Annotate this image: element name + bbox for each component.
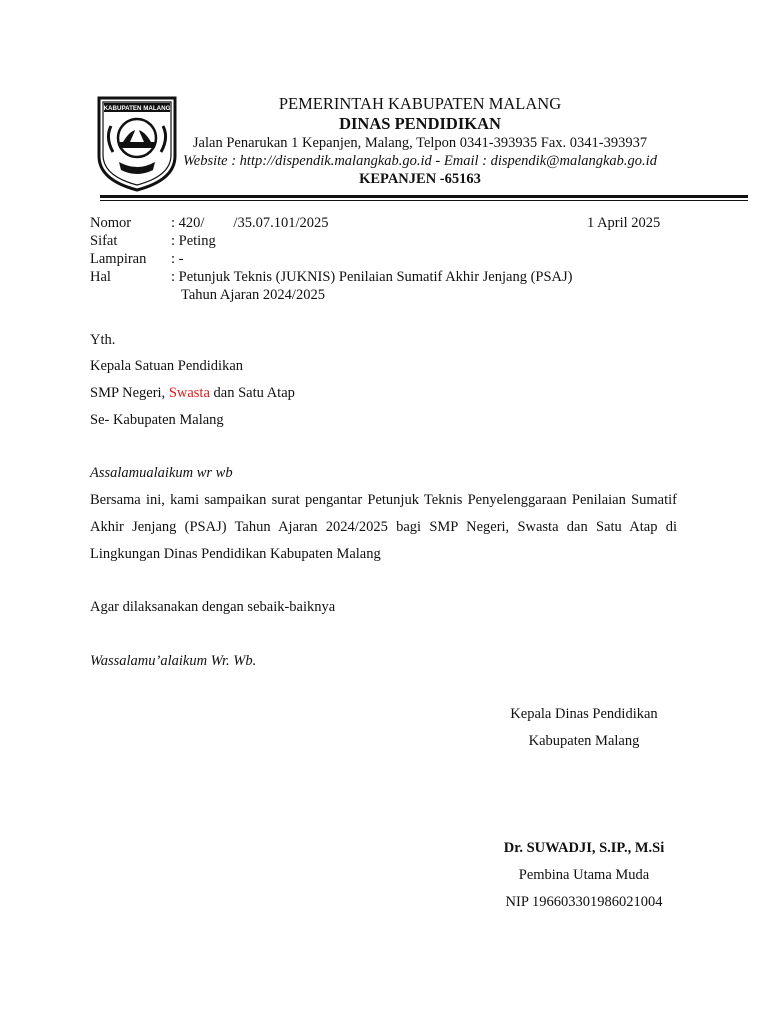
letter-date: 1 April 2025 bbox=[587, 215, 661, 231]
recipient-yth: Yth. bbox=[90, 332, 116, 348]
signature-title1: Kepala Dinas Pendidikan bbox=[510, 706, 658, 722]
sifat-value: : Peting bbox=[171, 233, 216, 249]
hal-value-line2: Tahun Ajaran 2024/2025 bbox=[181, 287, 325, 303]
header-divider-thin bbox=[100, 200, 748, 201]
lampiran-value: : - bbox=[171, 251, 184, 267]
header-divider-thick bbox=[100, 195, 748, 198]
nomor-value: : 420/ /35.07.101/2025 bbox=[171, 215, 329, 231]
header-government: PEMERINTAH KABUPATEN MALANG bbox=[278, 94, 562, 113]
closing: Wassalamu’alaikum Wr. Wb. bbox=[90, 653, 257, 669]
recipient-line2 bbox=[90, 385, 295, 402]
svg-text:KABUPATEN MALANG: KABUPATEN MALANG bbox=[103, 105, 171, 112]
recipient-line2-swasta: Swasta bbox=[168, 385, 210, 401]
signature-rank: Pembina Utama Muda bbox=[518, 867, 650, 883]
header-agency: DINAS PENDIDIKAN bbox=[339, 114, 501, 133]
signature-nip: NIP 196603301986021004 bbox=[505, 894, 663, 910]
nomor-label: Nomor bbox=[90, 215, 132, 231]
body-paragraph: Bersama ini, kami sampaikan surat pengantar Petunjuk Teknis Penyelenggaraan Penilaian Sumatif Akhir Jenjang (PSAJ) Tahun Ajaran 2024/2025 bagi SMP Negeri, Swasta dan Satu Atap di Lingkungan Dinas Pendidikan Kabupaten Malang bbox=[90, 492, 677, 562]
header-city: KEPANJEN -65163 bbox=[359, 171, 481, 187]
signature-name: Dr. SUWADJI, S.IP., M.Si bbox=[503, 840, 665, 856]
greeting: Assalamualaikum wr wb bbox=[90, 465, 233, 481]
hal-value: : Petunjuk Teknis (JUKNIS) Penilaian Sumatif Akhir Jenjang (PSAJ) bbox=[171, 269, 573, 285]
kabupaten-malang-logo bbox=[97, 96, 177, 192]
instruction: Agar dilaksanakan dengan sebaik-baiknya bbox=[90, 599, 336, 615]
header-address: Jalan Penarukan 1 Kepanjen, Malang, Telpon 0341-393935 Fax. 0341-393937 bbox=[192, 135, 648, 151]
recipient-line2-a: SMP Negeri, bbox=[90, 385, 169, 401]
lampiran-label: Lampiran bbox=[90, 251, 147, 267]
header-contact: Website : http://dispendik.malangkab.go.id - Email : dispendik@malangkab.go.id bbox=[183, 153, 657, 169]
recipient-line2-c: dan Satu Atap bbox=[209, 385, 295, 401]
signature-title2: Kabupaten Malang bbox=[528, 733, 640, 749]
recipient-line1: Kepala Satuan Pendidikan bbox=[90, 358, 244, 374]
sifat-label: Sifat bbox=[90, 233, 118, 249]
hal-label: Hal bbox=[90, 269, 111, 285]
recipient-line3: Se- Kabupaten Malang bbox=[90, 412, 224, 428]
